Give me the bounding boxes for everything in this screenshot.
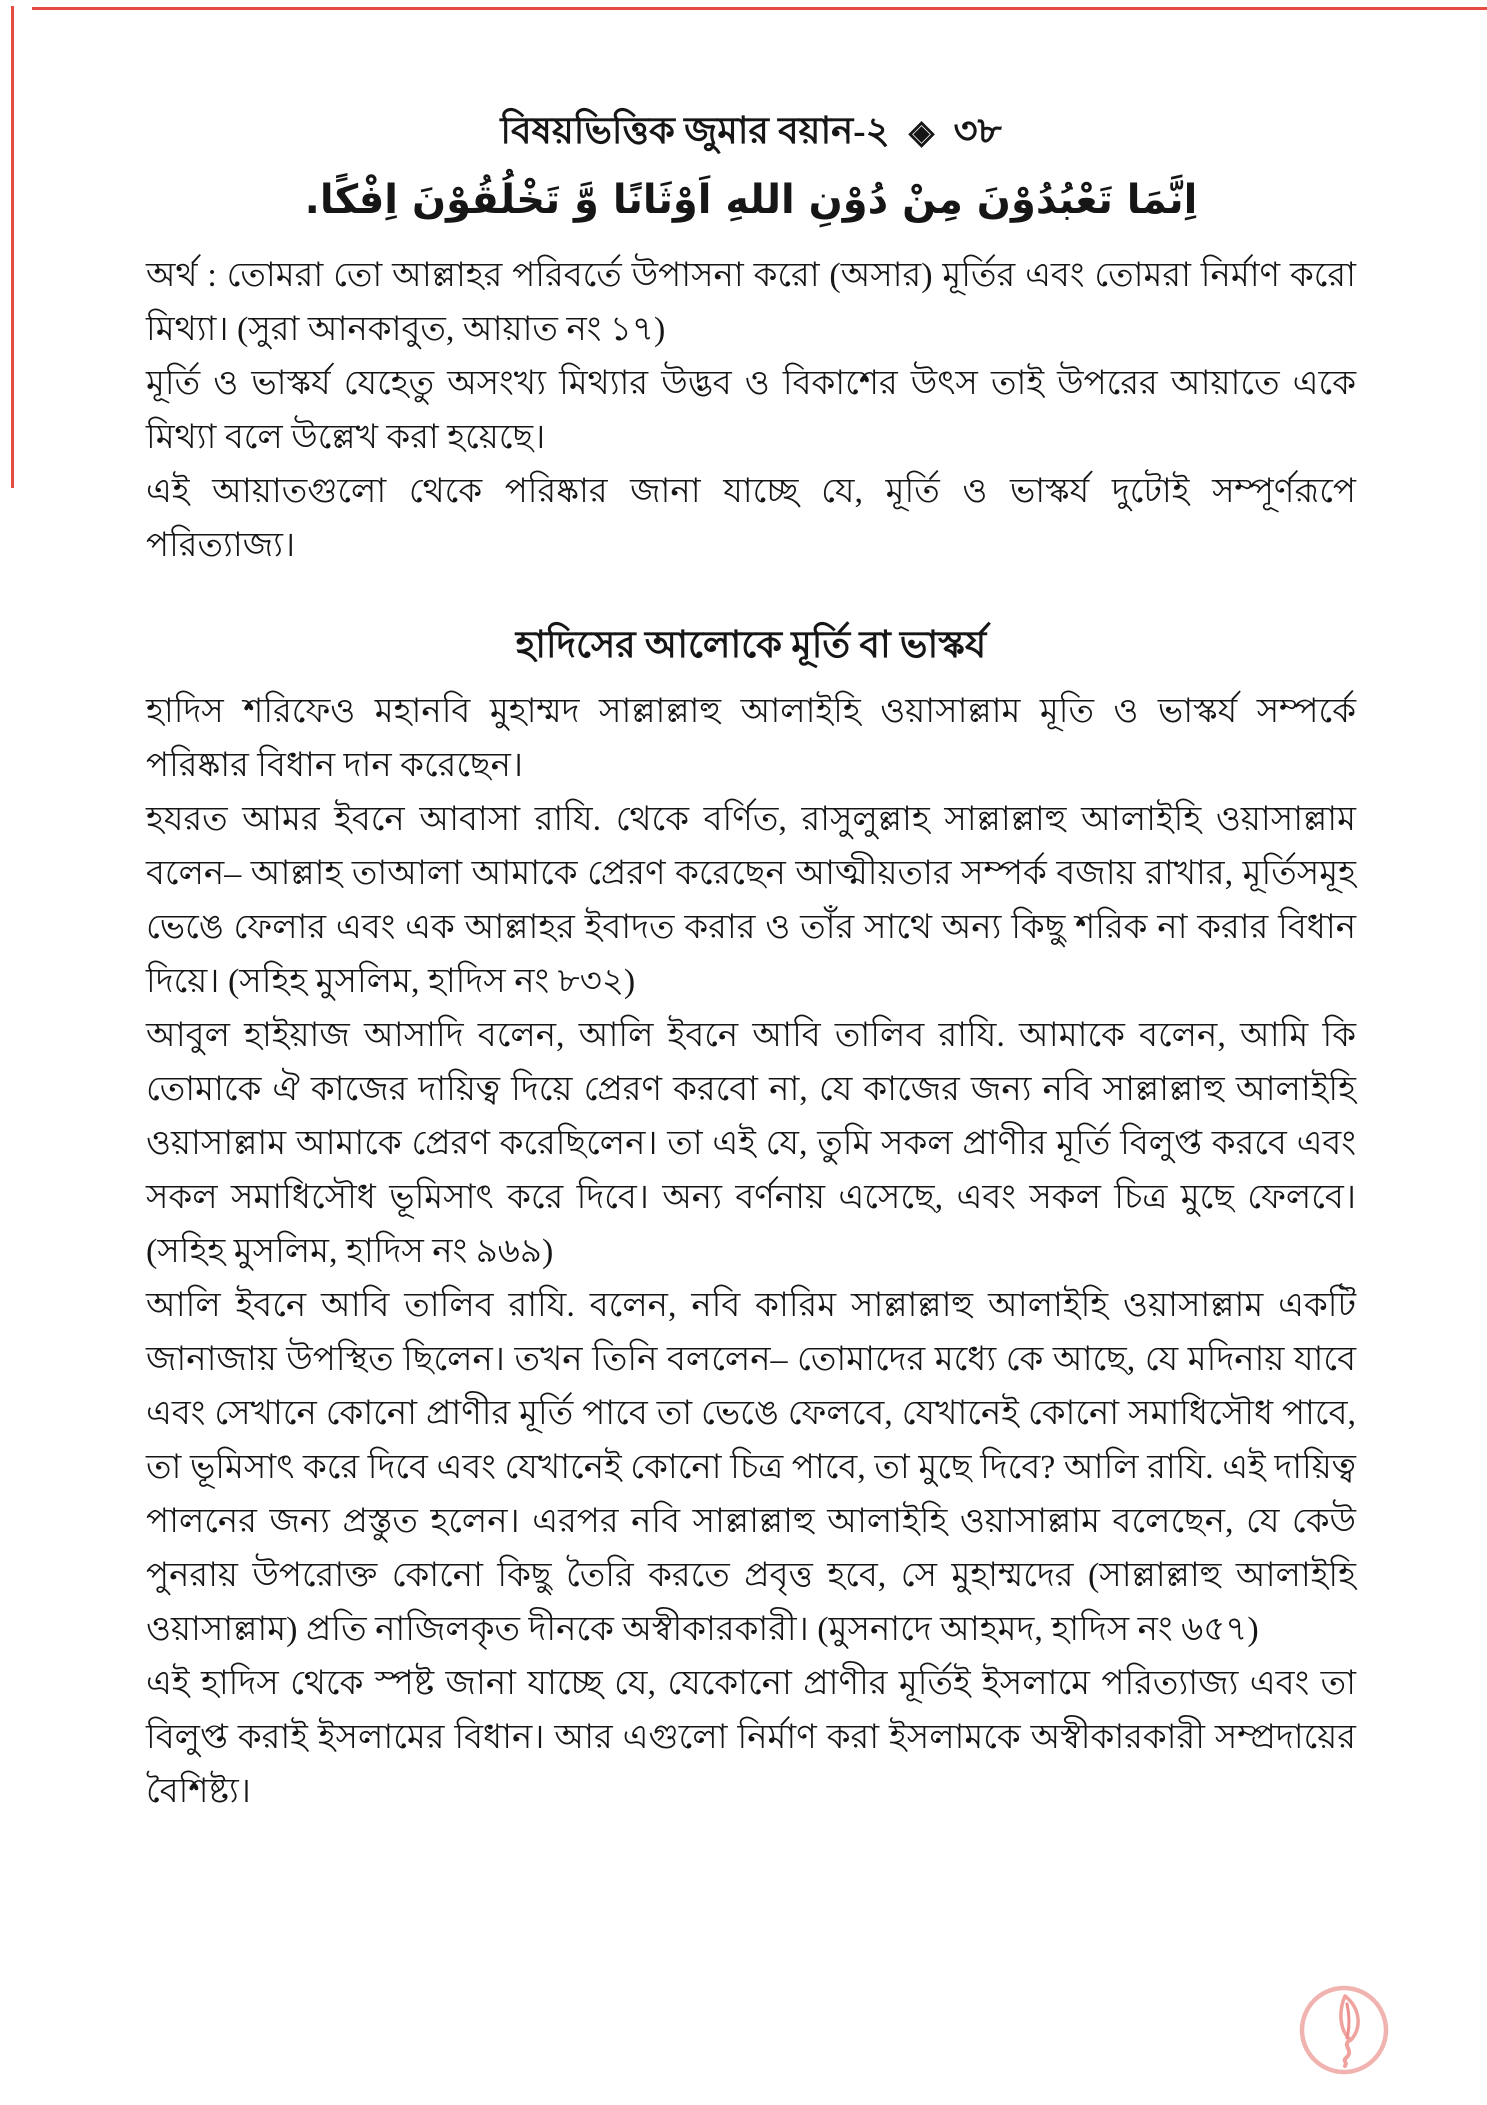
paragraph-hadith-3: আলি ইবনে আবি তালিব রাযি. বলেন, নবি কারিম সাল্লাল্লাহু আলাইহি ওয়াসাল্লাম একটি জানাজায় উপস্থিত ছিলেন। তখন তিনি বললেন– তোমাদের মধ্যে কে আছে, যে মদিনায় যাবে এবং সেখানে কোনো প্রাণীর মূর্তি পাবে তা ভেঙে ফেলবে, যেখানেই কোনো সমাধিসৌধ পাবে, তা ভূমিসাৎ করে দিবে এবং যেখানেই কোনো চিত্র পাবে, তা মুছে দিবে? আলি রাযি. এই দায়িত্ব পালনের জন্য প্রস্তুত হলেন। এরপর নবি সাল্লাল্লাহু আলাইহি ওয়াসাল্লাম বলেছেন, যে কেউ পুনরায় উপরোক্ত কোনো কিছু তৈরি করতে প্রবৃত্ত হবে, সে মুহাম্মদের (সাল্লাল্লাহু আলাইহি ওয়াসাল্লাম) প্রতি নাজিলকৃত দীনকে অস্বীকারকারী। (মুসনাদে আহমদ, হাদিস নং ৬৫৭) — [146, 1287, 1356, 1648]
paragraph-hadith-2: আবুল হাইয়াজ আসাদি বলেন, আলি ইবনে আবি তালিব রাযি. আমাকে বলেন, আমি কি তোমাকে ঐ কাজের দায়িত্ব দিয়ে প্রেরণ করবো না, যে কাজের জন্য নবি সাল্লাল্লাহু আলাইহি ওয়াসাল্লাম আমাকে প্রেরণ করেছিলেন। তা এই যে, তুমি সকল প্রাণীর মূর্তি বিলুপ্ত করবে এবং সকল সমাধিসৌধ ভূমিসাৎ করে দিবে। অন্য বর্ণনায় এসেছে, এবং সকল চিত্র মুছে ফেলবে। (সহিহ মুসলিম, হাদিস নং ৯৬৯) — [146, 1017, 1356, 1270]
paragraph-conclusion: এই হাদিস থেকে স্পষ্ট জানা যাচ্ছে যে, যেকোনো প্রাণীর মূর্তিই ইসলামে পরিত্যাজ্য এবং তা বিলুপ্ত করাই ইসলামের বিধান। আর এগুলো নির্মাণ করা ইসলামকে অস্বীকারকারী সম্প্রদায়ের বৈশিষ্ট্য। — [146, 1665, 1356, 1810]
paragraph-commentary-2: এই আয়াতগুলো থেকে পরিষ্কার জানা যাচ্ছে যে, মূর্তি ও ভাস্কর্য দুটোই সম্পূর্ণরূপে পরিত্যাজ্য। — [146, 473, 1356, 564]
paragraph-hadith-intro: হাদিস শরিফেও মহানবি মুহাম্মদ সাল্লাল্লাহু আলাইহি ওয়াসাল্লাম মূতি ও ভাস্কর্য সম্পর্কে পরিষ্কার বিধান দান করেছেন। — [146, 693, 1356, 784]
scan-edge-line-left — [11, 6, 14, 488]
section-heading: হাদিসের আলোকে মূর্তি বা ভাস্কর্য — [515, 625, 987, 666]
publisher-leaf-logo-icon — [1296, 1982, 1392, 2078]
paragraph-translation: অর্থ : তোমরা তো আল্লাহর পরিবর্তে উপাসনা করো (অসার) মূর্তির এবং তোমরা নির্মাণ করো মিথ্যা। (সুরা আনকাবুত, আয়াত নং ১৭) — [146, 257, 1356, 348]
paragraph-commentary-1: মূর্তি ও ভাস্কর্য যেহেতু অসংখ্য মিথ্যার উদ্ভব ও বিকাশের উৎস তাই উপরের আয়াতে একে মিথ্যা বলে উল্লেখ করা হয়েছে। — [146, 365, 1356, 456]
running-header — [146, 104, 1356, 161]
book-title: বিষয়ভিত্তিক জুমার বয়ান-২ — [500, 111, 890, 152]
diamond-icon: ◈ — [908, 115, 935, 151]
page-number: ৩৮ — [953, 111, 1002, 152]
scan-edge-line-top — [32, 7, 1487, 10]
arabic-verse: اِنَّمَا تَعْبُدُوْنَ مِنْ دُوْنِ اللهِ اَوْثَانًا وَّ تَخْلُقُوْنَ اِفْكًا. — [304, 177, 1198, 223]
paragraph-hadith-1: হযরত আমর ইবনে আবাসা রাযি. থেকে বর্ণিত, রাসুলুল্লাহ সাল্লাল্লাহু আলাইহি ওয়াসাল্লাম বলেন– আল্লাহ তাআলা আমাকে প্রেরণ করেছেন আত্মীয়তার সম্পর্ক বজায় রাখার, মূর্তিসমূহ ভেঙে ফেলার এবং এক আল্লাহর ইবাদত করার ও তাঁর সাথে অন্য কিছু শরিক না করার বিধান দিয়ে। (সহিহ মুসলিম, হাদিস নং ৮৩২) — [146, 801, 1356, 1000]
page-content — [146, 104, 1356, 1819]
